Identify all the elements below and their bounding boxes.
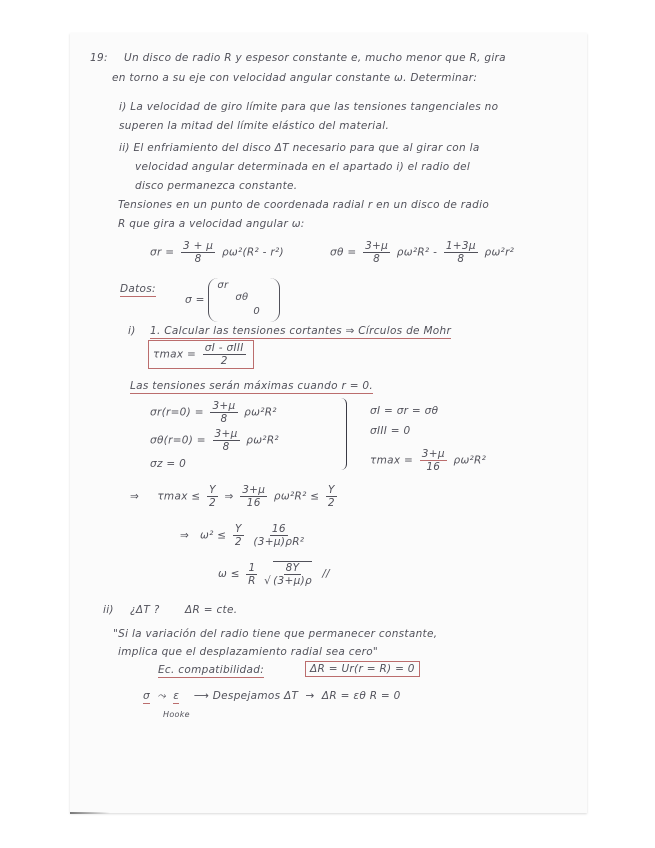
part-ii-line2: velocidad angular determinada en el apartado i) el radio del	[135, 161, 471, 173]
sigma-r-at-zero: σr(r=0) = $\frac{3+\mu}{8}$ ρω²R²	[150, 400, 277, 425]
max-stress-note: Las tensiones serán máximas cuando r = 0.	[130, 380, 374, 392]
problem-statement-line1: Un disco de radio R y espesor constante e, mucho menor que R, gira	[124, 52, 506, 64]
brace	[340, 398, 347, 470]
tensor-matrix: σr σθ 0	[208, 278, 280, 322]
part-i-line1: i) La velocidad de giro límite para que las tensiones tangenciales no	[119, 101, 499, 113]
delta-t-question: ¿ΔT ?	[130, 604, 160, 616]
omega-result: ω ≤ $\frac{1}{R}$ √ $\frac{8Y}{(3+\mu)\rho}$ //	[218, 561, 330, 587]
principal-stress-3: σIII = 0	[370, 425, 411, 437]
principal-stress-1: σI = σr = σθ	[370, 405, 439, 417]
note-line2: implica que el desplazamiento radial sea cero"	[118, 646, 379, 658]
compatibility-equation: ΔR = Ur(r = R) = 0	[305, 661, 420, 677]
sigma-theta-at-zero: σθ(r=0) = $\frac{3+\mu}{8}$ ρω²R²	[150, 428, 279, 453]
problem-statement-line2: en torno a su eje con velocidad angular constante ω. Determinar:	[112, 72, 478, 84]
hooke-label: Hooke	[163, 710, 190, 719]
part-ii-line3: disco permanezca constante.	[135, 180, 298, 192]
sigma-r-formula: σr = $\frac{3 + \mu}{8}$ ρω²(R² - r²)	[150, 240, 284, 265]
tau-max-box: τmax = $\frac{\text{σI - σIII}}{2}$	[148, 340, 254, 369]
datos-label: Datos:	[120, 283, 156, 295]
part-i-line2: superen la mitad del límite elástico del material.	[119, 120, 390, 132]
problem-number: 19:	[90, 52, 108, 64]
intro-line2: R que gira a velocidad angular ω:	[118, 218, 305, 230]
tau-max-value: τmax = $\frac{3+\mu}{16}$ ρω²R²	[370, 448, 487, 473]
inequality-1: ⇒ τmax ≤ $\frac{Y}{2}$ ⇒ $\frac{3+\mu}{16}$ ρω²R² ≤ $\frac{Y}{2}$	[130, 484, 335, 509]
intro-line1: Tensiones en un punto de coordenada radial r en un disco de radio	[118, 199, 490, 211]
section-ii-label: ii)	[103, 604, 114, 616]
sigma-theta-formula: σθ = $\frac{3+\mu}{8}$ ρω²R² - $\frac{1+3\mu}{8}$ ρω²r²	[330, 240, 515, 265]
stress-tensor: σ = σr σθ 0	[185, 278, 280, 322]
sigma-z: σz = 0	[150, 458, 187, 470]
compatibility-label: Ec. compatibilidad:	[158, 664, 265, 676]
inequality-2: ⇒ ω² ≤ $\frac{Y}{2}$ $\frac{16}{\text{(3+μ)ρR²}}$	[180, 523, 305, 548]
note-line1: "Si la variación del radio tiene que permanecer constante,	[113, 628, 438, 640]
delta-r-condition: ΔR = cte.	[185, 604, 238, 616]
section-i-label: i)	[128, 325, 136, 337]
section-i-heading: 1. Calcular las tensiones cortantes ⇒ Círculos de Mohr	[150, 325, 452, 337]
final-line: σ ⤳ ε ⟶ Despejamos ΔT → ΔR = εθ R = 0	[143, 690, 401, 702]
part-ii-line1: ii) El enfriamiento del disco ΔT necesario para que al girar con la	[119, 142, 480, 154]
